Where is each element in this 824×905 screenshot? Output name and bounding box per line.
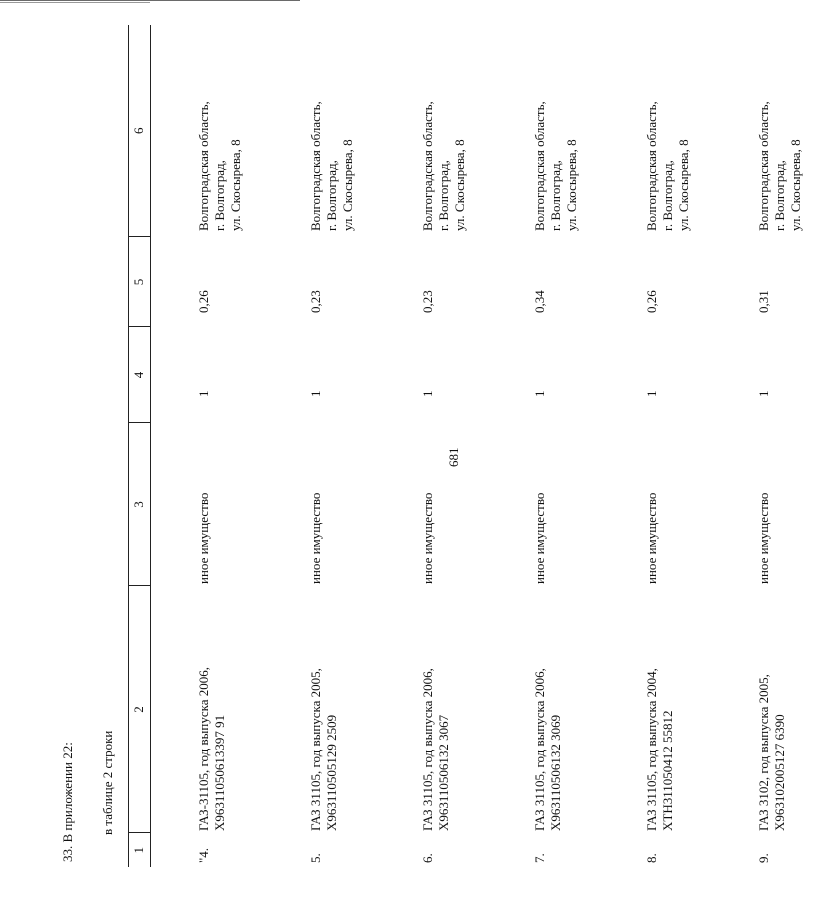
vehicle-description <box>600 586 712 833</box>
vehicle-model: ГАЗ 31105, год выпуска 2006, <box>420 668 435 831</box>
address-city: г. Волгоград, <box>324 160 339 231</box>
address <box>376 25 488 237</box>
column-header: 1 <box>129 833 151 867</box>
value: 0,23 <box>308 290 323 313</box>
address-street: ул. Скосырева, 8 <box>228 139 243 231</box>
value: 0,26 <box>644 290 659 313</box>
address <box>712 25 824 237</box>
table-row <box>600 25 712 867</box>
address-city: г. Волгоград, <box>212 160 227 231</box>
page-number: 681 <box>446 447 461 467</box>
table-row <box>712 25 824 867</box>
row-number: 6. <box>420 853 435 863</box>
address <box>151 25 265 237</box>
value: 0,34 <box>532 290 547 313</box>
value: 0,26 <box>196 290 211 313</box>
address-region: Волгоградская область, <box>644 101 659 231</box>
row-number: 8. <box>644 853 659 863</box>
vehicle-vin: Х963110505129 2509 <box>324 714 339 831</box>
column-header: 4 <box>129 327 151 423</box>
vehicle-vin: ХТН311050412 55812 <box>660 710 675 831</box>
value: 0,31 <box>756 290 771 313</box>
vehicle-table <box>128 25 824 867</box>
amendment-heading: 33. В приложении 22: <box>60 742 75 862</box>
vehicle-vin: Х96311050613397 91 <box>212 714 227 831</box>
vehicle-vin: Х963102005127 6390 <box>772 714 787 831</box>
address-street: ул. Скосырева, 8 <box>788 139 803 231</box>
vehicle-description <box>264 586 376 833</box>
vehicle-vin: Х963110506132 3069 <box>548 714 563 831</box>
property-type: иное имущество <box>196 492 211 584</box>
vehicle-description <box>488 586 600 833</box>
address-city: г. Волгоград, <box>436 160 451 231</box>
address-region: Волгоградская область, <box>532 101 547 231</box>
address-street: ул. Скосырева, 8 <box>340 139 355 231</box>
property-type: иное имущество <box>644 492 659 584</box>
table-header-row <box>129 25 151 867</box>
vehicle-model: ГАЗ 31105, год выпуска 2005, <box>308 668 323 831</box>
amendment-subheading: в таблице 2 строки <box>100 730 115 835</box>
address-region: Волгоградская область, <box>196 101 211 231</box>
quantity: 1 <box>308 390 323 397</box>
vehicle-model: ГАЗ 3102, год выпуска 2005, <box>756 674 771 831</box>
column-header: 2 <box>129 586 151 833</box>
quantity: 1 <box>644 390 659 397</box>
quantity: 1 <box>420 390 435 397</box>
column-header: 3 <box>129 423 151 586</box>
column-header: 5 <box>129 237 151 327</box>
address-city: г. Волгоград, <box>772 160 787 231</box>
table-row <box>151 25 265 867</box>
vehicle-description <box>151 586 265 833</box>
row-number: 5. <box>308 853 323 863</box>
address <box>600 25 712 237</box>
quantity: 1 <box>532 390 547 397</box>
address-city: г. Волгоград, <box>548 160 563 231</box>
address-street: ул. Скосырева, 8 <box>452 139 467 231</box>
table-row <box>488 25 600 867</box>
property-type: иное имущество <box>756 492 771 584</box>
vehicle-vin: Х963110506132 3067 <box>436 714 451 831</box>
address-region: Волгоградская область, <box>420 101 435 231</box>
column-header: 6 <box>129 25 151 237</box>
vehicle-model: ГАЗ 31105, год выпуска 2006, <box>532 668 547 831</box>
value: 0,23 <box>420 290 435 313</box>
vehicle-model: ГАЗ-31105, год выпуска 2006, <box>196 666 211 831</box>
vehicle-description <box>712 586 824 833</box>
quantity: 1 <box>756 390 771 397</box>
address <box>488 25 600 237</box>
address <box>264 25 376 237</box>
property-type: иное имущество <box>532 492 547 584</box>
row-number: 9. <box>756 853 771 863</box>
address-region: Волгоградская область, <box>756 101 771 231</box>
address-street: ул. Скосырева, 8 <box>676 139 691 231</box>
quantity: 1 <box>196 390 211 397</box>
address-region: Волгоградская область, <box>308 101 323 231</box>
row-number: "4. <box>196 847 211 863</box>
table-row <box>376 25 488 867</box>
table-row <box>264 25 376 867</box>
vehicle-description <box>376 586 488 833</box>
property-type: иное имущество <box>308 492 323 584</box>
address-city: г. Волгоград, <box>660 160 675 231</box>
address-street: ул. Скосырева, 8 <box>564 139 579 231</box>
row-number: 7. <box>532 853 547 863</box>
property-type: иное имущество <box>420 492 435 584</box>
vehicle-model: ГАЗ 31105, год выпуска 2004, <box>644 668 659 831</box>
